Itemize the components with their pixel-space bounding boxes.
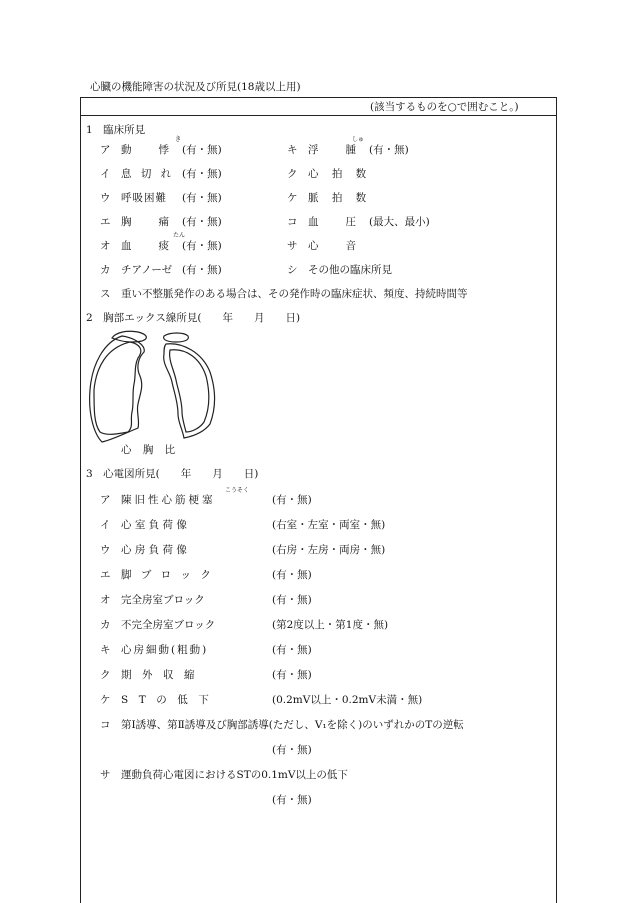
ecg-atrial-fibrillation-options[interactable]: (有・無) [272, 644, 312, 656]
item-letter: エ [100, 569, 111, 581]
ecg-incomplete-av-block-label: 不完全房室ブロック [121, 619, 216, 631]
item-letter: サ [287, 240, 298, 252]
item-letter: ウ [100, 192, 111, 204]
ecg-complete-av-block-options[interactable]: (有・無) [272, 594, 312, 606]
item-options-chest-pain[interactable]: (有・無) [182, 216, 222, 228]
item-letter: シ [287, 264, 298, 276]
section3-heading: 3 心電図所見( 年 月 日) [86, 468, 259, 480]
ecg-complete-av-block-label: 完全房室ブロック [121, 594, 205, 606]
form-title: 心臓の機能障害の状況及び所見(18歳以上用) [90, 81, 301, 93]
right-lung-outline [164, 344, 215, 438]
ecg-t-inversion-label: 第Ⅰ誘導、第Ⅱ誘導及び胸部誘導(ただし、V₁を除く)のいずれかのTの逆転 [121, 719, 464, 731]
clinical-item-palpitation [100, 145, 111, 156]
ecg-bundle-block-label: 脚 ブ ロ ッ ク [121, 569, 214, 581]
ecg-incomplete-av-block-options[interactable]: (第2度以上・第1度・無) [272, 619, 389, 631]
item-label-other-findings: その他の臨床所見 [308, 264, 392, 276]
ecg-atrial-load-label: 心 房 負 荷 像 [121, 544, 187, 556]
cardiothoracic-ratio-label: 心 胸 比 [121, 444, 180, 456]
item-options-edema[interactable]: (有・無) [369, 144, 409, 156]
item-letter: カ [100, 264, 111, 276]
ecg-atrial-load-options[interactable]: (右房・左房・両房・無) [272, 544, 386, 556]
item-letter: エ [100, 216, 111, 228]
item-label-edema: 浮 腫 [308, 144, 358, 156]
item-letter: ケ [287, 192, 298, 204]
ecg-extrasystole-options[interactable]: (有・無) [272, 669, 312, 681]
section1-heading: 1 臨床所見 [86, 124, 146, 136]
item-options-blood-pressure[interactable]: (最大、最小) [369, 216, 430, 228]
item-letter: ア [100, 144, 111, 156]
item-letter: ク [287, 168, 298, 180]
item-label-palpitation: 動 悸 [121, 144, 171, 156]
ecg-atrial-fibrillation-label: 心房細動(粗動) [121, 644, 209, 656]
item-letter: オ [100, 594, 111, 606]
ecg-st-depression-options[interactable]: (0.2mV以上・0.2mV未満・無) [272, 694, 423, 706]
item-label-cyanosis: チアノーゼ [121, 264, 173, 276]
item-letter: ウ [100, 544, 111, 556]
ecg-old-mi-label: 陳旧性心筋梗塞 [121, 494, 216, 506]
item-label-pulse-rate: 脈 拍 数 [308, 192, 372, 204]
item-letter: キ [100, 644, 111, 656]
item-options-cyanosis[interactable]: (有・無) [182, 264, 222, 276]
ecg-exercise-st-label: 運動負荷心電図におけるSTの0.1mV以上の低下 [121, 769, 348, 781]
item-letter: イ [100, 168, 111, 180]
ruby-shu: しゅ [352, 136, 365, 143]
left-lung-outline [90, 336, 145, 442]
item-letter: オ [100, 240, 111, 252]
item-label-bloody-sputum: 血 痰 [121, 240, 171, 252]
item-options-dyspnea[interactable]: (有・無) [182, 192, 222, 204]
item-letter: カ [100, 619, 111, 631]
item-letter: ケ [100, 694, 111, 706]
instruction-divider [80, 115, 556, 116]
item-letter: ア [100, 494, 111, 506]
ecg-exercise-st-options[interactable]: (有・無) [272, 794, 312, 806]
ruby-kousoku: こうそく [225, 487, 250, 494]
item-options-palpitation[interactable]: (有・無) [182, 144, 222, 156]
item-label-blood-pressure: 血 圧 [308, 216, 358, 228]
item-options-bloody-sputum[interactable]: (有・無) [182, 240, 222, 252]
frame-top-border [80, 97, 556, 98]
ruby-ki: き [175, 136, 182, 143]
item-letter: ク [100, 669, 111, 681]
ecg-old-mi-options[interactable]: (有・無) [272, 494, 312, 506]
ecg-ventricular-load-label: 心 室 負 荷 像 [121, 519, 187, 531]
right-heart-border [170, 350, 209, 432]
ecg-st-depression-label: S T の 低 下 [121, 694, 209, 706]
item-letter: サ [100, 769, 111, 781]
item-letter: キ [287, 144, 298, 156]
ecg-bundle-block-options[interactable]: (有・無) [272, 569, 312, 581]
item-label-heart-rate: 心 拍 数 [308, 168, 372, 180]
left-heart-border [94, 342, 141, 434]
item-letter: イ [100, 519, 111, 531]
item-label-shortness-breath: 息 切 れ [121, 168, 175, 180]
ecg-ventricular-load-options[interactable]: (右室・左室・両室・無) [272, 519, 386, 531]
instruction-text: (該当するものを○で囲むこと。) [370, 101, 519, 113]
ecg-t-inversion-options[interactable]: (有・無) [272, 744, 312, 756]
right-apex [164, 333, 189, 342]
item-letter: コ [287, 216, 298, 228]
item-label-dyspnea: 呼吸困難 [121, 192, 167, 204]
item-letter: ス [100, 288, 111, 300]
item-label-heart-sound: 心 音 [308, 240, 358, 252]
chest-xray-lung-outline [84, 328, 224, 448]
section2-heading: 2 胸部エックス線所見( 年 月 日) [86, 312, 301, 324]
left-apex [112, 331, 146, 342]
ecg-extrasystole-label: 期 外 収 縮 [121, 669, 195, 681]
ruby-tan: たん [173, 232, 186, 239]
item-letter: コ [100, 719, 111, 731]
item-label-chest-pain: 胸 痛 [121, 216, 171, 228]
arrhythmia-note: 重い不整脈発作のある場合は、その発作時の臨床症状、頻度、持続時間等 [121, 288, 468, 300]
item-options-shortness-breath[interactable]: (有・無) [182, 168, 222, 180]
